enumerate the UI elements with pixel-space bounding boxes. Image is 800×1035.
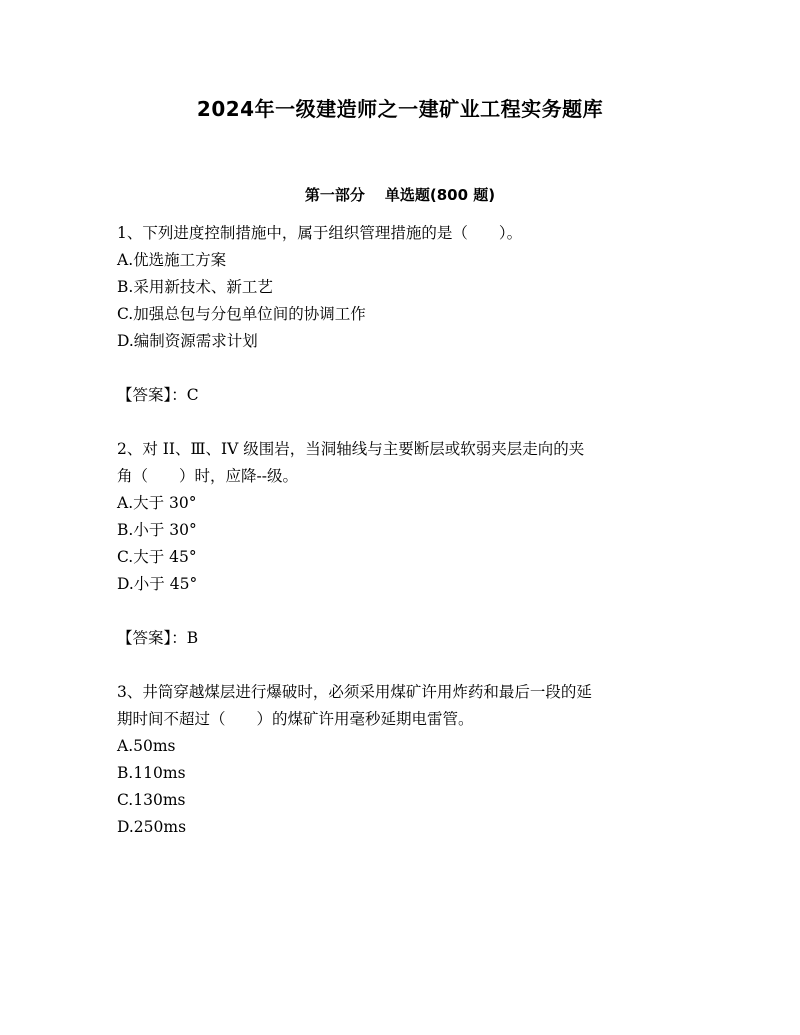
question-3 bbox=[117, 679, 677, 841]
answer-line bbox=[117, 625, 677, 652]
answer-value: B bbox=[186, 629, 199, 647]
option-c: C.大于 45° bbox=[117, 548, 197, 566]
option-c: C.130ms bbox=[117, 791, 186, 809]
question-list bbox=[117, 220, 677, 841]
answer-label: 【答案】： bbox=[117, 386, 187, 404]
option-b: B.采用新技术、新工艺 bbox=[117, 278, 273, 296]
section-name: 单选题(800 题) bbox=[384, 186, 496, 204]
option-a: A.大于 30° bbox=[117, 494, 197, 512]
answer-value: C bbox=[186, 386, 199, 404]
option-d: D.250ms bbox=[117, 818, 187, 836]
option-a: A.优选施工方案 bbox=[117, 251, 227, 269]
option-d: D.编制资源需求计划 bbox=[117, 332, 258, 350]
question-2 bbox=[117, 436, 677, 652]
option-c: C.加强总包与分包单位间的协调工作 bbox=[117, 305, 366, 323]
answer-label: 【答案】： bbox=[117, 629, 187, 647]
question-stem-line-2: 期时间不超过（ ）的煤矿许用毫秒延期电雷管。 bbox=[117, 710, 474, 728]
question-stem-line-2: 角（ ）时，应降--级。 bbox=[117, 467, 298, 485]
option-d: D.小于 45° bbox=[117, 575, 198, 593]
option-a: A.50ms bbox=[117, 737, 176, 755]
question-stem: 1、下列进度控制措施中，属于组织管理措施的是（ ）。 bbox=[117, 224, 523, 242]
answer-line bbox=[117, 382, 677, 409]
option-b: B.110ms bbox=[117, 764, 186, 782]
option-b: B.小于 30° bbox=[117, 521, 197, 539]
question-stem-line-1: 3、井筒穿越煤层进行爆破时，必须采用煤矿许用炸药和最后一段的延 bbox=[117, 683, 592, 701]
document-title: 2024年一级建造师之一建矿业工程实务题库 bbox=[196, 97, 604, 121]
section-part: 第一部分 bbox=[304, 186, 365, 204]
section-heading bbox=[0, 183, 800, 207]
question-1 bbox=[117, 220, 677, 409]
question-stem-line-1: 2、对 II、Ⅲ、IV 级围岩，当洞轴线与主要断层或软弱夹层走向的夹 bbox=[117, 440, 585, 458]
